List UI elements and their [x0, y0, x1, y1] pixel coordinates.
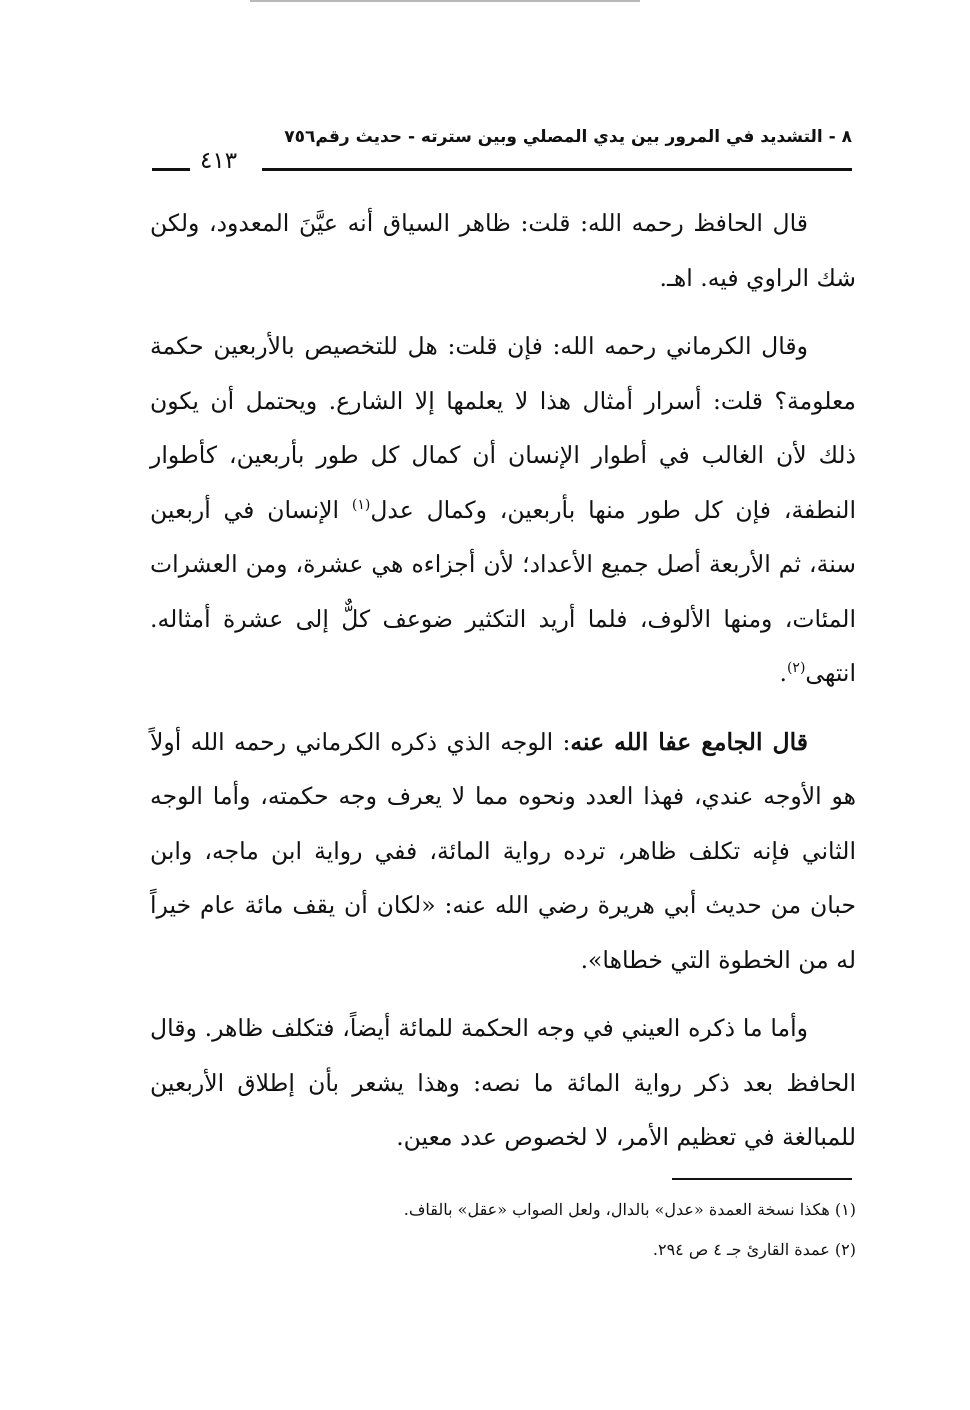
top-edge-rule — [250, 0, 640, 2]
paragraph-1: قال الحافظ رحمه الله: قلت: ظاهر السياق أنه عيَّنَ المعدود، ولكن شك الراوي فيه. اهـ. — [150, 209, 856, 292]
main-text — [150, 196, 856, 1179]
paragraph-2-part-a: وقال الكرماني رحمه الله: فإن قلت: هل للتخصيص بالأربعين حكمة معلومة؟ قلت: أسرار أمثال هذا لا يعلمها إلا الشارع. ويحتمل أن يكون ذلك لأن الغالب في أطوار الإنسان أن كمال كل طور بأربعين، كأطوار النطفة، فإن كل طور منها بأربعين، وكمال عدل — [150, 332, 856, 524]
page-header — [152, 122, 852, 182]
page-number-dash — [152, 168, 190, 171]
footnote-ref-1: (١) — [351, 496, 371, 513]
header-rule — [262, 168, 852, 171]
running-header-title: ٨ - التشديد في المرور بين يدي المصلي وبين سترته - حديث رقم٧٥٦ — [284, 127, 852, 147]
footnote-2: (٢) عمدة القارئ جـ ٤ ص ٢٩٤. — [652, 1240, 856, 1259]
footnote-1: (١) هكذا نسخة العمدة «عدل» بالدال، ولعل الصواب «عقل» بالقاف. — [403, 1200, 856, 1219]
footnotes — [150, 1190, 856, 1270]
paragraph-2 — [150, 319, 856, 701]
paragraph-2-part-b: الإنسان في أربعين سنة، ثم الأربعة أصل جميع الأعداد؛ لأن أجزاءه هي عشرة، ومن العشرات المئات، ومنها الألوف، فلما أريد التكثير ضوعف كلٌّ إلى عشرة أمثاله. انتهى — [150, 495, 856, 687]
page-number: ٤١٣ — [200, 148, 238, 174]
paragraph-3 — [150, 715, 856, 988]
paragraph-3-rest: : الوجه الذي ذكره الكرماني رحمه الله أولاً هو الأوجه عندي، فهذا العدد ونحوه مما لا يعرف وجه حكمته، وأما الوجه الثاني فإنه تكلف ظاهر، ترده رواية المائة، ففي رواية ابن ماجه، وابن حبان من حديث أبي هريرة رضي الله عنه: «لكان أن يقف مائة عام خيراً له من الخطوة التي خطاها». — [150, 727, 856, 974]
paragraph-4: وأما ما ذكره العيني في وجه الحكمة للمائة أيضاً، فتكلف ظاهر. وقال الحافظ بعد ذكر رواية المائة ما نصه: وهذا يشعر بأن إطلاق الأربعين للمبالغة في تعظيم الأمر، لا لخصوص عدد معين. — [150, 1014, 856, 1151]
paragraph-2-end: . — [779, 659, 787, 687]
paragraph-3-lead: قال الجامع عفا الله عنه — [570, 727, 808, 756]
footnote-ref-2: (٢) — [786, 660, 806, 677]
footnote-separator — [672, 1178, 852, 1180]
